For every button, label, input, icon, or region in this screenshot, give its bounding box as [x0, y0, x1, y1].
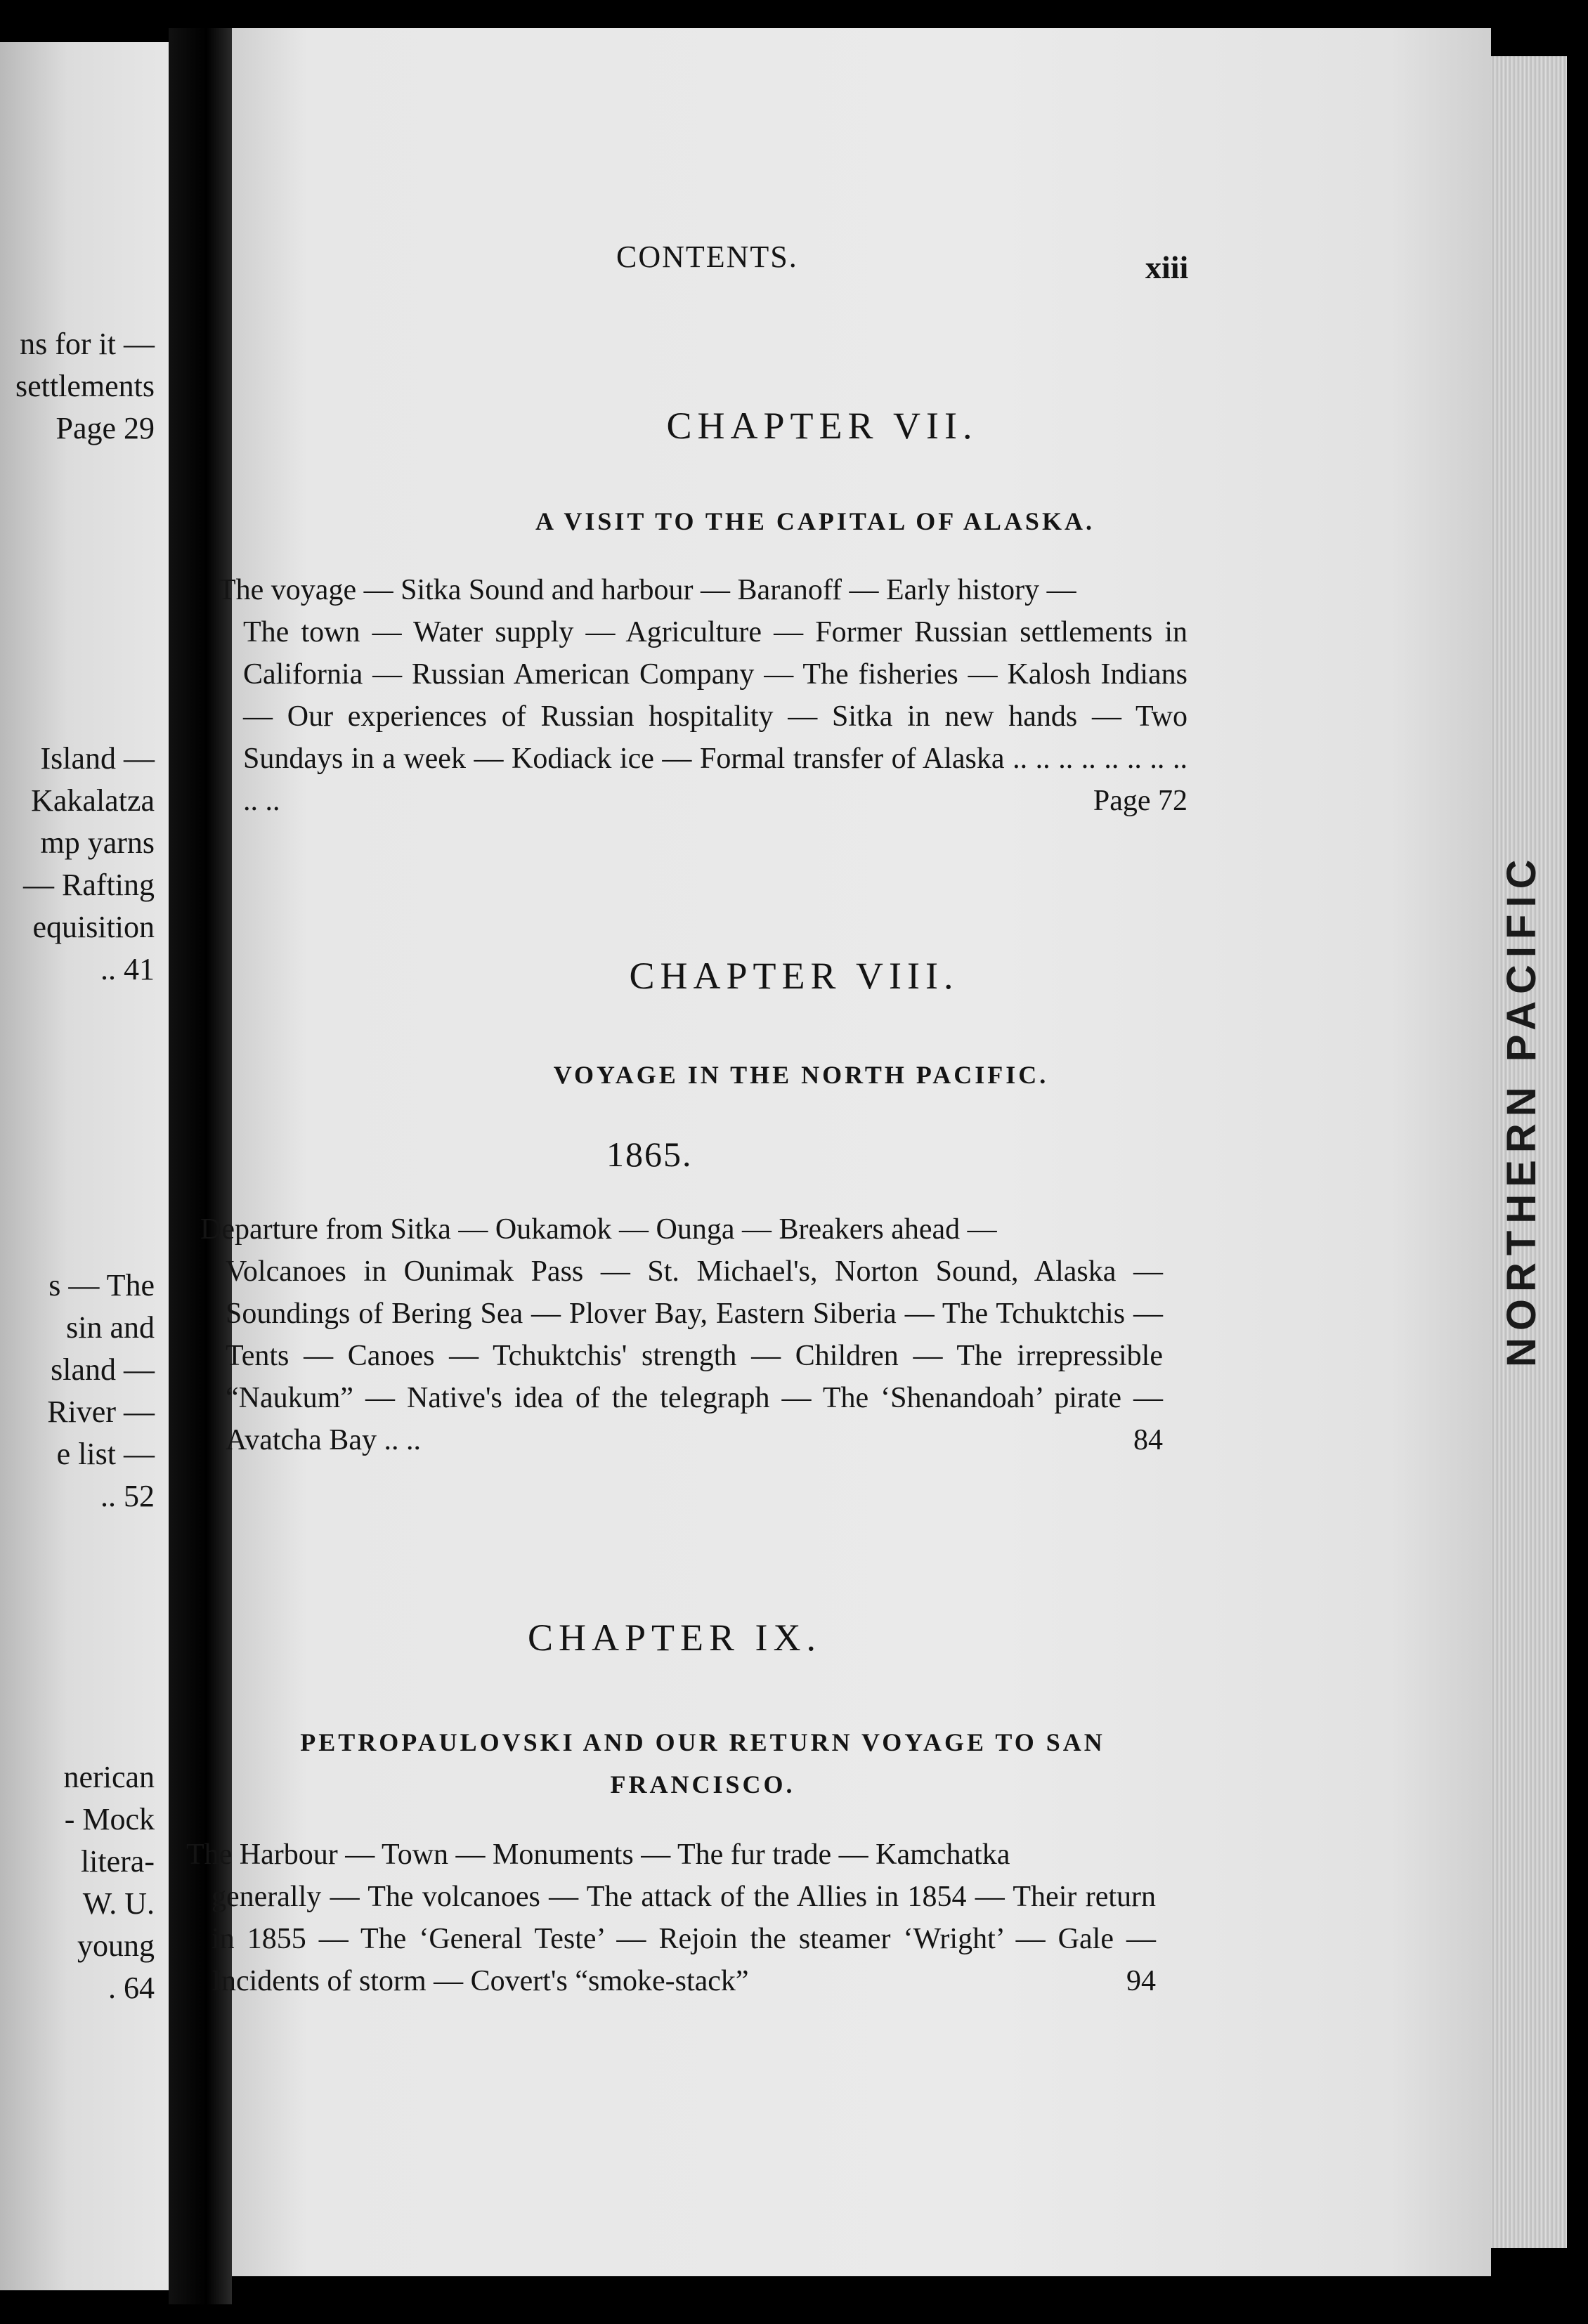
- chapter-subtitle: VOYAGE IN THE NORTH PACIFIC.: [553, 1061, 1049, 1089]
- summary-text: Volcanoes in Ounimak Pass — St. Michael's, Norton Sound, Alaska — Soundings of Bering Sea — Plover Bay, Eastern Siberia — The Tchuktchis — Tents — Canoes — Tchuktchis' strength — Children — The irrepressible “Naukum” — Native's idea of the telegraph — The ‘Shenandoah’ pirate — Avatcha Bay .. ..: [226, 1255, 1163, 1456]
- left-page-fragment: s — The sin and sland — River — e list — .. 52: [47, 1268, 155, 1513]
- chapter-subtitle: A VISIT TO THE CAPITAL OF ALASKA.: [535, 507, 1095, 535]
- chapter-title: CHAPTER IX.: [527, 1617, 821, 1659]
- spine-lettering: NORTHERN PACIFIC: [1499, 852, 1544, 1368]
- chapter-summary: [200, 1208, 1163, 1461]
- summary-text: The town — Water supply — Agriculture — Former Russian settlements in California — Russian American Company — The fisheries — Kalosh Indians — Our experiences of Russian hospitality — Sitka in new hands — Two Sundays in a week — Kodiack ice — Formal transfer of Alaska .. .. .. .. .. .. .. .. .. ..: [243, 616, 1187, 817]
- chapter-summary: [186, 1834, 1156, 2002]
- page-reference: Page 72: [1093, 785, 1187, 817]
- chapter-summary: [218, 569, 1187, 822]
- running-header-title: CONTENTS.: [616, 240, 798, 274]
- summary-text: generally — The volcanoes — The attack of the Allies in 1854 — Their return in 1855 — The ‘General Teste’ — Rejoin the steamer ‘Wright’ — Gale — Incidents of storm — Covert's “smoke-stack”: [211, 1881, 1156, 1997]
- summary-first-line: The Harbour — Town — Monuments — The fur trade — Kamchatka: [186, 1839, 1010, 1871]
- summary-first-line: The voyage — Sitka Sound and harbour — Baranoff — Early history —: [218, 574, 1076, 606]
- page-reference: 94: [1126, 1965, 1156, 1997]
- left-page-fragment: ns for it — settlements Page 29: [15, 327, 155, 445]
- chapter-title: CHAPTER VII.: [666, 405, 978, 447]
- page-number: xiii: [1145, 249, 1189, 285]
- page-reference: 84: [1133, 1424, 1163, 1456]
- chapter-subtitle: PETROPAULOVSKI AND OUR RETURN VOYAGE TO SAN FRANCISCO.: [300, 1728, 1105, 1799]
- left-page-fragment: Island — Kakalatza mp yarns — Rafting equisition .. 41: [23, 741, 155, 986]
- summary-first-line: Departure from Sitka — Oukamok — Ounga — Breakers ahead —: [200, 1213, 997, 1246]
- left-facing-page: [0, 42, 169, 2290]
- chapter-year: 1865.: [606, 1135, 693, 1174]
- chapter-title: CHAPTER VIII.: [629, 955, 959, 997]
- left-page-fragment: nerican - Mock litera- W. U. young . 64: [63, 1760, 155, 2005]
